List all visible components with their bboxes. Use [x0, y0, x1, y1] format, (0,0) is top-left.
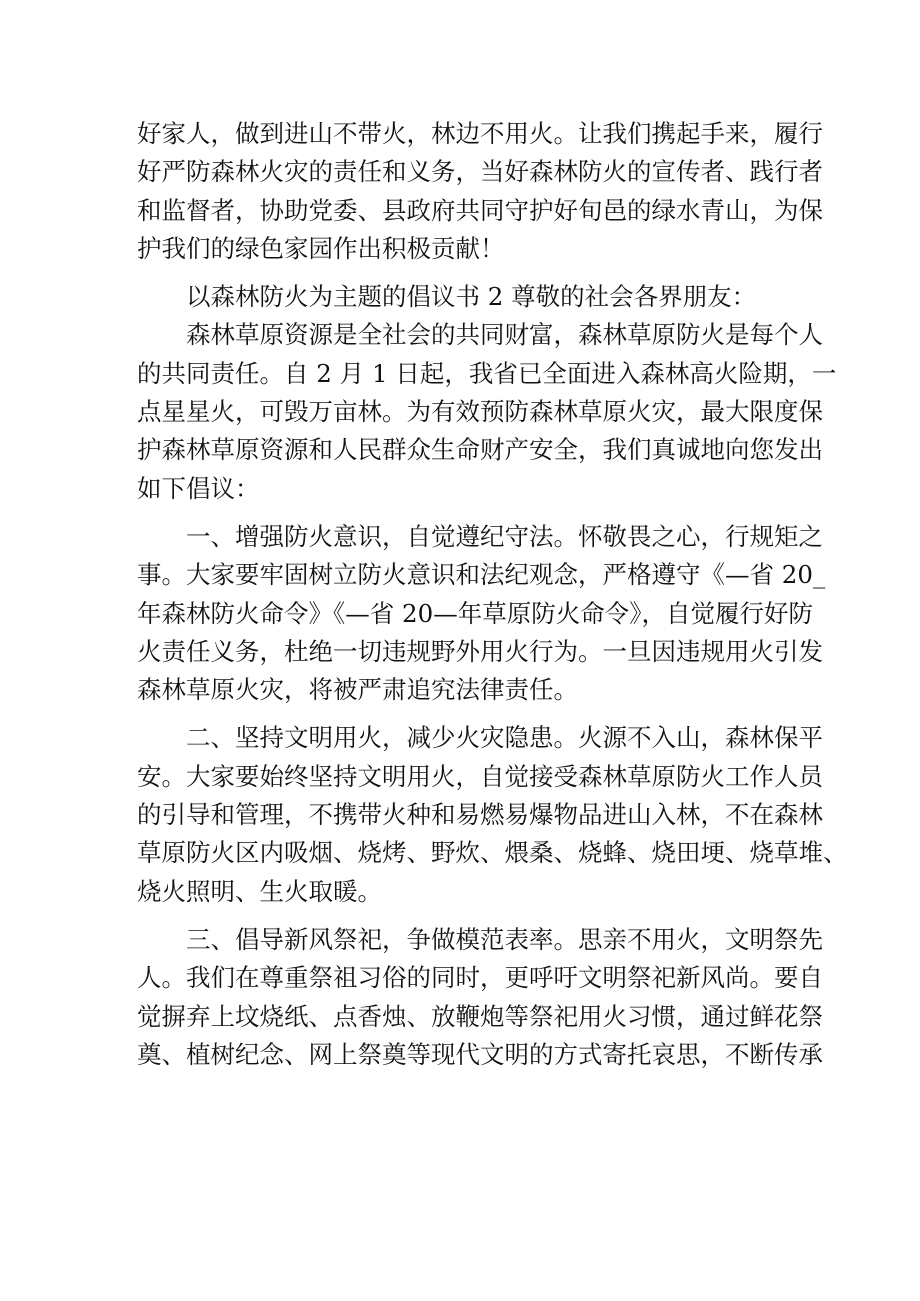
text-line: 好严防森林火灾的责任和义务，当好森林防火的宣传者、践行者	[137, 157, 823, 187]
text-line: 森林草原火灾，将被严肃追究法律责任。	[137, 675, 578, 705]
text-line: 森林草原资源是全社会的共同财富，森林草原防火是每个人	[186, 320, 823, 350]
document-body	[137, 115, 848, 1074]
text-line: 和监督者，协助党委、县政府共同守护好旬邑的绿水青山，为保	[137, 195, 823, 225]
text-line: 安。大家要始终坚持文明用火，自觉接受森林草原防火工作人员	[137, 761, 823, 791]
text-line: 护森林草原资源和人民群众生命财产安全，我们真诚地向您发出	[137, 435, 823, 465]
text-line: 一、增强防火意识，自觉遵纪守法。怀敬畏之心，行规矩之	[186, 521, 823, 551]
text-line: 护我们的绿色家园作出积极贡献！	[137, 233, 505, 263]
text-line: 烧火照明、生火取暖。	[137, 876, 382, 906]
text-line: 年森林防火命令》《—省 20—年草原防火命令》，自觉履行好防	[137, 598, 813, 628]
text-line: 事。大家要牢固树立防火意识和法纪观念，严格遵守《—省 20_	[137, 560, 826, 590]
section-heading: 以森林防火为主题的倡议书 2 尊敬的社会各界朋友：	[186, 282, 757, 312]
text-line: 的引导和管理，不携带火种和易燃易爆物品进山入林，不在森林	[137, 800, 823, 830]
text-line: 觉摒弃上坟烧纸、点香烛、放鞭炮等祭祀用火习惯，通过鲜花祭	[137, 1001, 823, 1031]
text-line: 奠、植树纪念、网上祭奠等现代文明的方式寄托哀思，不断传承	[137, 1039, 823, 1069]
text-line: 三、倡导新风祭祀，争做模范表率。思亲不用火，文明祭先	[186, 924, 823, 954]
text-line: 二、坚持文明用火，减少火灾隐患。火源不入山，森林保平	[186, 723, 823, 753]
text-line: 点星星火，可毁万亩林。为有效预防森林草原火灾，最大限度保	[137, 397, 823, 427]
text-line: 如下倡议：	[137, 473, 260, 503]
text-line: 人。我们在尊重祭祖习俗的同时，更呼吁文明祭祀新风尚。要自	[137, 963, 823, 993]
text-line: 的共同责任。自 2 月 1 日起，我省已全面进入森林高火险期，一	[137, 358, 837, 388]
text-line: 火责任义务，杜绝一切违规野外用火行为。一旦因违规用火引发	[137, 636, 823, 666]
text-line: 草原防火区内吸烟、烧烤、野炊、煨桑、烧蜂、烧田埂、烧草堆、	[137, 838, 848, 868]
text-line: 好家人，做到进山不带火，林边不用火。让我们携起手来，履行	[137, 119, 823, 148]
